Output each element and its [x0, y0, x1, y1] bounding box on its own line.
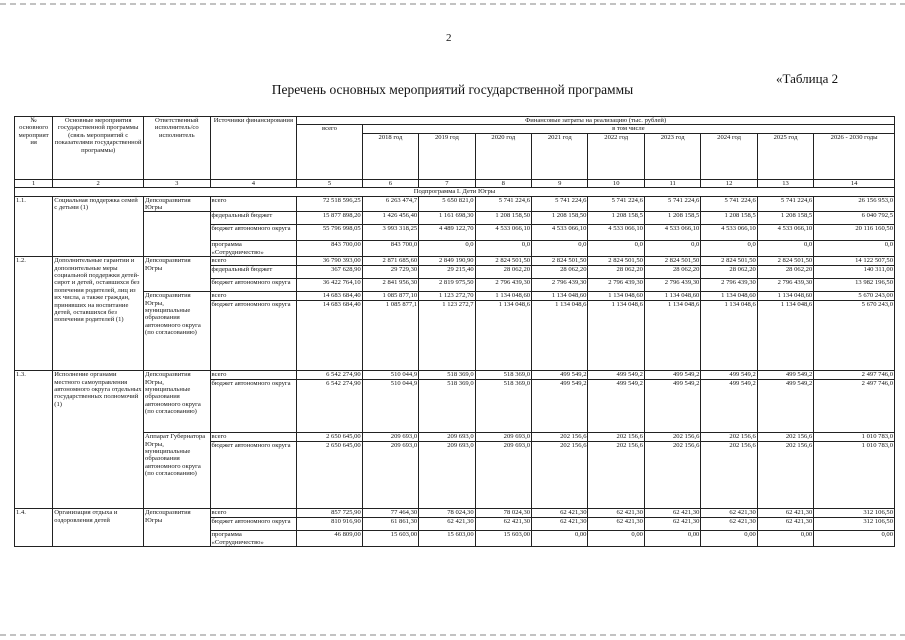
- table-body: [15, 196, 895, 547]
- value-year: 4 533 066,10: [757, 225, 813, 241]
- value-year: 1 085 877,10: [362, 292, 418, 301]
- value-year: 62 421,30: [532, 509, 588, 518]
- value-year: 62 421,30: [475, 518, 531, 531]
- value-year: 202 156,6: [532, 433, 588, 442]
- value-total: 843 700,00: [297, 241, 363, 257]
- value-year: 510 044,9: [362, 380, 418, 433]
- value-year: 15 603,00: [475, 531, 531, 547]
- table-row: [15, 433, 895, 442]
- table-label: «Таблица 2: [776, 71, 839, 86]
- value-year: 62 421,30: [419, 518, 475, 531]
- executor-cell: Аппарат Губернатора Югры, муниципальные образования автономного округа (по согласованию): [144, 433, 211, 509]
- funding-source: всего: [210, 257, 297, 266]
- funding-source: всего: [210, 509, 297, 518]
- header-year: 2024 год: [701, 133, 757, 179]
- value-year: 28 062,20: [532, 266, 588, 279]
- value-year: 2 824 501,50: [475, 257, 531, 266]
- table-row: [15, 212, 895, 225]
- column-number: 10: [588, 179, 644, 187]
- value-year: 499 549,2: [644, 371, 700, 380]
- value-year: 2 819 975,50: [419, 279, 475, 292]
- column-number: 2: [53, 179, 144, 187]
- funding-source: бюджет автономного округа: [210, 442, 297, 509]
- value-year: 209 693,0: [419, 442, 475, 509]
- value-year: 2 824 501,50: [644, 257, 700, 266]
- value-year: 62 421,30: [588, 509, 644, 518]
- value-year: 1 134 048,60: [532, 292, 588, 301]
- executor-cell: Депсоцразвития Югры: [144, 257, 211, 292]
- value-year: 6 040 792,5: [814, 212, 895, 225]
- value-year: 518 369,0: [419, 371, 475, 380]
- value-total: 367 628,90: [297, 266, 363, 279]
- funding-source: программа «Сотрудничество»: [210, 241, 297, 257]
- value-year: 5 741 224,6: [644, 196, 700, 212]
- value-year: 209 693,0: [362, 433, 418, 442]
- header-no: № основного мероприят ия: [15, 117, 53, 180]
- header-sources: Источники финансирования: [210, 117, 297, 180]
- value-year: 1 208 158,5: [701, 212, 757, 225]
- column-number: 13: [757, 179, 813, 187]
- value-year: 202 156,6: [757, 433, 813, 442]
- value-year: 5 741 224,6: [588, 196, 644, 212]
- header-executor: Ответственный исполнитель/со исполнитель: [144, 117, 211, 180]
- value-year: 202 156,6: [644, 433, 700, 442]
- value-year: 499 549,2: [532, 380, 588, 433]
- value-year: 0,00: [701, 531, 757, 547]
- value-year: 0,00: [532, 531, 588, 547]
- column-number: 8: [475, 179, 531, 187]
- value-year: 312 106,50: [814, 509, 895, 518]
- funding-source: бюджет автономного округа: [210, 518, 297, 531]
- value-year: 5 650 821,0: [419, 196, 475, 212]
- value-year: 2 824 501,50: [757, 257, 813, 266]
- value-year: 510 044,9: [362, 371, 418, 380]
- funding-source: федеральный бюджет: [210, 266, 297, 279]
- value-year: 2 796 439,30: [588, 279, 644, 292]
- value-year: 1 134 048,60: [644, 292, 700, 301]
- column-number: 4: [210, 179, 297, 187]
- funding-source: бюджет автономного округа: [210, 380, 297, 433]
- funding-source: бюджет автономного округа: [210, 301, 297, 371]
- value-year: 62 421,30: [701, 518, 757, 531]
- value-year: 209 693,0: [475, 442, 531, 509]
- value-year: 1 134 048,6: [475, 301, 531, 371]
- value-year: 29 729,30: [362, 266, 418, 279]
- activity-number: 1.4.: [15, 509, 53, 547]
- value-year: 28 062,20: [644, 266, 700, 279]
- value-year: 62 421,30: [701, 509, 757, 518]
- value-year: 518 369,0: [475, 371, 531, 380]
- value-year: 1 134 048,6: [757, 301, 813, 371]
- value-year: 0,00: [644, 531, 700, 547]
- value-year: 1 134 048,60: [588, 292, 644, 301]
- value-year: 5 741 224,6: [701, 196, 757, 212]
- value-total: 2 650 645,00: [297, 433, 363, 442]
- executor-cell: [144, 212, 211, 257]
- funding-source: всего: [210, 292, 297, 301]
- executor-cell: Депсоцразвития Югры: [144, 509, 211, 547]
- value-year: 1 134 048,60: [475, 292, 531, 301]
- value-year: 0,0: [644, 241, 700, 257]
- activity-name: Дополнительные гарантии и дополнительные меры социальной поддержки детей-сирот и детей, оставшихся без попечения родителей, лиц из их числа, а также граждан, принявших на воспитание детей, оставшихся без попечения родителей (1): [53, 257, 144, 371]
- value-year: 0,0: [757, 241, 813, 257]
- value-year: 2 824 501,50: [532, 257, 588, 266]
- table-row: [15, 371, 895, 380]
- header-year: 2019 год: [419, 133, 475, 179]
- activity-name: Социальная поддержка семей с детьми (1): [53, 196, 144, 257]
- value-total: 2 650 645,00: [297, 442, 363, 509]
- value-year: 26 156 953,0: [814, 196, 895, 212]
- page-title: Перечень основных мероприятий государственной программы: [271, 82, 634, 97]
- activity-number: 1.2.: [15, 257, 53, 371]
- scan-edge-top: [0, 3, 905, 5]
- executor-cell: Депсоцразвития Югры, муниципальные образования автономного округа (по согласованию): [144, 292, 211, 371]
- value-year: 1 208 158,5: [644, 212, 700, 225]
- value-year: 2 824 501,50: [588, 257, 644, 266]
- header-year: 2021 год: [532, 133, 588, 179]
- value-year: 1 123 272,70: [419, 292, 475, 301]
- value-year: 28 062,20: [475, 266, 531, 279]
- value-year: 202 156,6: [701, 433, 757, 442]
- value-year: 0,0: [701, 241, 757, 257]
- executor-cell: Депсоцразвития Югры, муниципальные образования автономного округа (по согласованию): [144, 371, 211, 433]
- value-year: 1 134 048,6: [644, 301, 700, 371]
- activity-number: 1.3.: [15, 371, 53, 509]
- value-total: 46 809,00: [297, 531, 363, 547]
- column-number: 1: [15, 179, 53, 187]
- value-year: 2 796 439,30: [532, 279, 588, 292]
- activity-name: Исполнение органами местного самоуправления автономного округа отдельных государственных полномочий (1): [53, 371, 144, 509]
- value-year: 13 982 196,50: [814, 279, 895, 292]
- value-year: 1 134 048,6: [701, 301, 757, 371]
- value-year: 202 156,6: [701, 442, 757, 509]
- value-year: 140 311,00: [814, 266, 895, 279]
- activity-number: 1.1.: [15, 196, 53, 257]
- value-year: 5 741 224,6: [757, 196, 813, 212]
- value-year: 1 134 048,60: [757, 292, 813, 301]
- value-year: 28 062,20: [757, 266, 813, 279]
- value-year: 202 156,6: [588, 442, 644, 509]
- value-year: 4 533 066,10: [644, 225, 700, 241]
- funding-source: бюджет автономного округа: [210, 225, 297, 241]
- value-year: 5 670 243,0: [814, 301, 895, 371]
- table-row: [15, 509, 895, 518]
- value-year: 1 085 877,1: [362, 301, 418, 371]
- value-year: 78 024,30: [419, 509, 475, 518]
- value-year: 0,0: [588, 241, 644, 257]
- header-year: 2023 год: [644, 133, 700, 179]
- value-year: 499 549,2: [757, 371, 813, 380]
- value-year: 843 700,0: [362, 241, 418, 257]
- value-year: 202 156,6: [532, 442, 588, 509]
- column-number: 7: [419, 179, 475, 187]
- value-year: 2 796 439,30: [475, 279, 531, 292]
- value-year: 499 549,2: [532, 371, 588, 380]
- value-year: 3 993 318,25: [362, 225, 418, 241]
- header-total: всего: [297, 125, 363, 179]
- value-year: 15 603,00: [419, 531, 475, 547]
- value-year: 499 549,2: [701, 380, 757, 433]
- column-number: 9: [532, 179, 588, 187]
- value-year: 2 841 956,30: [362, 279, 418, 292]
- value-year: 15 603,00: [362, 531, 418, 547]
- executor-cell: Депсоцразвития Югры: [144, 196, 211, 212]
- column-number: 14: [814, 179, 895, 187]
- value-year: 62 421,30: [644, 518, 700, 531]
- table-row: [15, 292, 895, 301]
- value-year: 78 024,30: [475, 509, 531, 518]
- value-year: 0,0: [419, 241, 475, 257]
- value-year: 1 134 048,6: [532, 301, 588, 371]
- value-year: 0,0: [814, 241, 895, 257]
- value-year: 29 215,40: [419, 266, 475, 279]
- value-year: 28 062,20: [701, 266, 757, 279]
- subprogram-heading: Подпрограмма I. Дети Югры: [15, 188, 895, 196]
- funding-source: бюджет автономного округа: [210, 279, 297, 292]
- value-year: 4 533 066,10: [532, 225, 588, 241]
- value-year: 1 208 158,5: [757, 212, 813, 225]
- value-year: 1 134 048,60: [701, 292, 757, 301]
- value-year: 1 010 783,0: [814, 433, 895, 442]
- program-activities-table: [14, 116, 895, 547]
- value-year: 202 156,6: [588, 433, 644, 442]
- funding-source: всего: [210, 196, 297, 212]
- value-year: 62 421,30: [757, 518, 813, 531]
- value-year: 62 421,30: [757, 509, 813, 518]
- value-year: 62 421,30: [532, 518, 588, 531]
- scan-edge-bottom: [0, 634, 905, 636]
- header-including: в том числе: [362, 125, 894, 133]
- value-total: 15 877 898,20: [297, 212, 363, 225]
- value-year: 5 741 224,6: [532, 196, 588, 212]
- header-year: 2026 - 2030 годы: [814, 133, 895, 179]
- value-year: 77 464,30: [362, 509, 418, 518]
- value-year: 202 156,6: [757, 442, 813, 509]
- value-year: 28 062,20: [588, 266, 644, 279]
- value-total: 72 518 596,25: [297, 196, 363, 212]
- value-year: 202 156,6: [644, 442, 700, 509]
- value-year: 2 796 439,30: [757, 279, 813, 292]
- header-finance: Финансовые затраты на реализацию (тыс. рублей): [297, 117, 895, 125]
- value-year: 0,00: [588, 531, 644, 547]
- value-year: 2 796 439,30: [644, 279, 700, 292]
- value-total: 6 542 274,90: [297, 371, 363, 380]
- value-year: 1 208 158,50: [475, 212, 531, 225]
- value-total: 14 683 684,40: [297, 292, 363, 301]
- value-year: 4 533 066,10: [475, 225, 531, 241]
- column-number: 6: [362, 179, 418, 187]
- column-number: 3: [144, 179, 211, 187]
- value-year: 1 208 158,5: [588, 212, 644, 225]
- header-year: 2022 год: [588, 133, 644, 179]
- funding-source: всего: [210, 433, 297, 442]
- page-number: 2: [446, 32, 452, 44]
- value-year: 2 497 746,0: [814, 371, 895, 380]
- value-year: 0,0: [532, 241, 588, 257]
- value-year: 518 369,0: [475, 380, 531, 433]
- value-year: 209 693,0: [362, 442, 418, 509]
- header-year: 2020 год: [475, 133, 531, 179]
- value-year: 4 533 066,10: [701, 225, 757, 241]
- header-activity: Основные мероприятия государственной программы (связь мероприятий с показателями государственной программы): [53, 117, 144, 180]
- value-year: 2 871 685,60: [362, 257, 418, 266]
- value-total: 14 683 684,40: [297, 301, 363, 371]
- value-year: 61 861,30: [362, 518, 418, 531]
- value-year: 2 796 439,30: [701, 279, 757, 292]
- value-year: 6 263 474,7: [362, 196, 418, 212]
- funding-source: федеральный бюджет: [210, 212, 297, 225]
- value-year: 62 421,30: [644, 509, 700, 518]
- column-number: 5: [297, 179, 363, 187]
- value-total: 36 422 764,10: [297, 279, 363, 292]
- value-year: 0,0: [475, 241, 531, 257]
- value-year: 1 161 698,30: [419, 212, 475, 225]
- value-year: 4 489 122,70: [419, 225, 475, 241]
- value-total: 857 725,90: [297, 509, 363, 518]
- value-year: 499 549,2: [757, 380, 813, 433]
- value-year: 499 549,2: [588, 380, 644, 433]
- column-number: 11: [644, 179, 700, 187]
- value-year: 209 693,0: [475, 433, 531, 442]
- value-year: 1 208 158,50: [532, 212, 588, 225]
- funding-source: всего: [210, 371, 297, 380]
- value-year: 1 123 272,7: [419, 301, 475, 371]
- table-row: [15, 196, 895, 212]
- value-total: 810 916,90: [297, 518, 363, 531]
- value-year: 0,00: [757, 531, 813, 547]
- value-year: 0,00: [814, 531, 895, 547]
- funding-source: программа «Сотрудничество»: [210, 531, 297, 547]
- value-year: 4 533 066,10: [588, 225, 644, 241]
- value-year: 499 549,2: [701, 371, 757, 380]
- value-year: 2 849 190,90: [419, 257, 475, 266]
- value-year: 1 134 048,6: [588, 301, 644, 371]
- value-year: 1 010 783,0: [814, 442, 895, 509]
- value-year: 5 670 243,00: [814, 292, 895, 301]
- value-total: 6 542 274,90: [297, 380, 363, 433]
- column-number: 12: [701, 179, 757, 187]
- value-year: 499 549,2: [644, 380, 700, 433]
- value-year: 1 426 456,40: [362, 212, 418, 225]
- value-year: 5 741 224,6: [475, 196, 531, 212]
- value-year: 209 693,0: [419, 433, 475, 442]
- value-year: 499 549,2: [588, 371, 644, 380]
- value-year: 2 497 746,0: [814, 380, 895, 433]
- table-row: [15, 257, 895, 266]
- value-year: 2 824 501,50: [701, 257, 757, 266]
- value-total: 36 790 393,00: [297, 257, 363, 266]
- header-year: 2018 год: [362, 133, 418, 179]
- value-year: 518 369,0: [419, 380, 475, 433]
- activity-name: Организация отдыха и оздоровления детей: [53, 509, 144, 547]
- value-year: 62 421,30: [588, 518, 644, 531]
- value-year: 312 106,50: [814, 518, 895, 531]
- value-year: 14 122 507,50: [814, 257, 895, 266]
- value-total: 55 796 998,05: [297, 225, 363, 241]
- header-year: 2025 год: [757, 133, 813, 179]
- value-year: 20 116 160,50: [814, 225, 895, 241]
